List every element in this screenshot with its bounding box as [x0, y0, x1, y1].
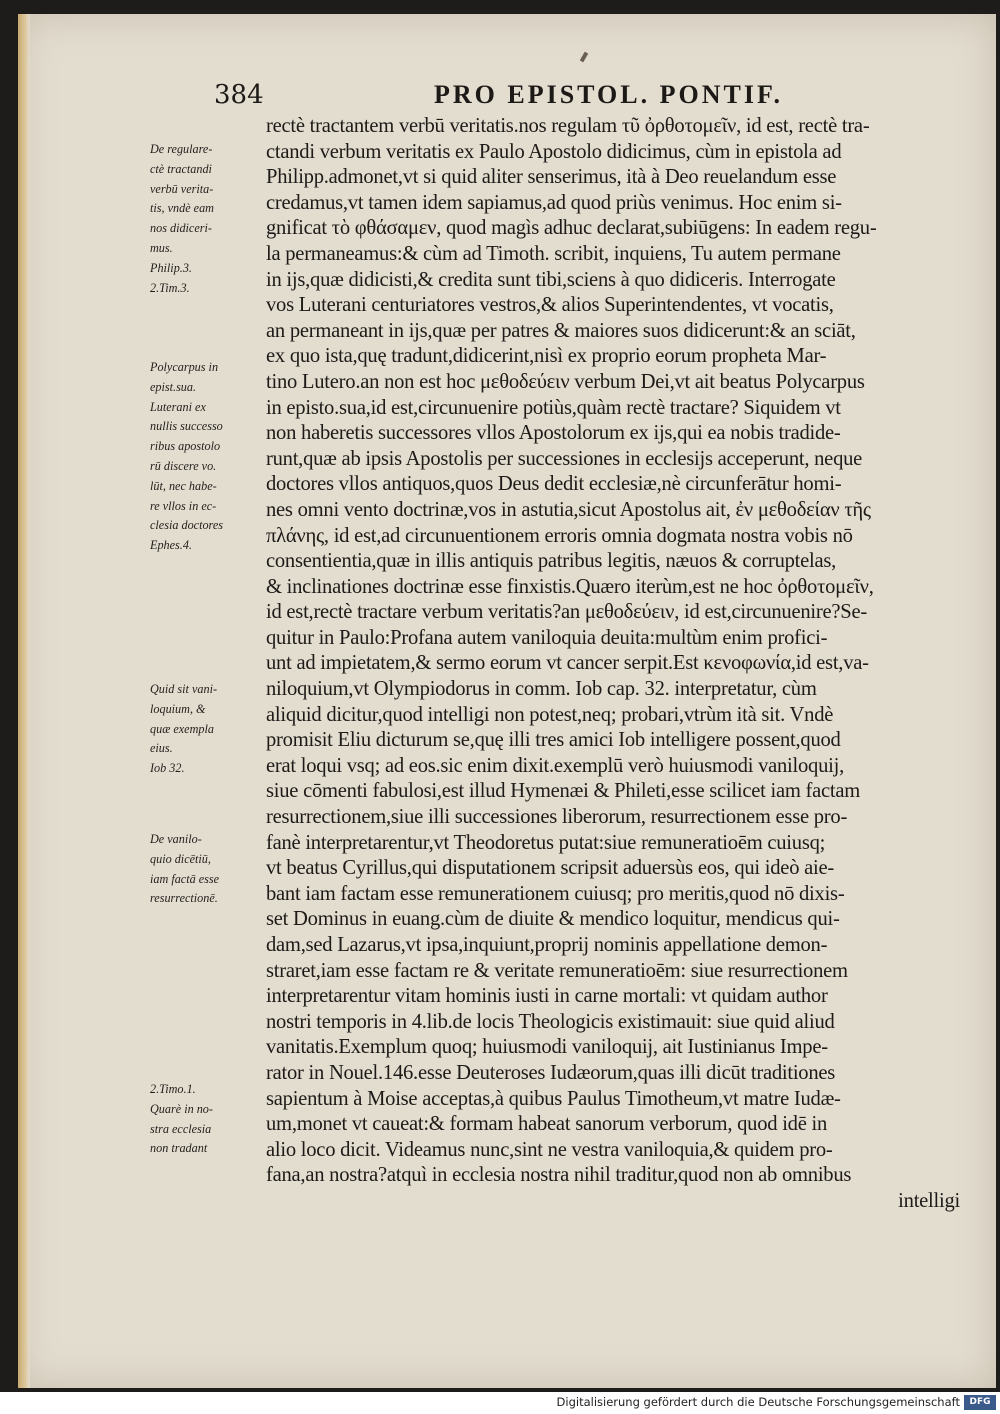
- text-line: erat loqui vsq; ad eos.sic enim dixit.exemplū verò huiusmodi vaniloquij,: [266, 754, 844, 777]
- text-line: alio loco dicit. Videamus nunc,sint ne vestra vaniloquia,& quidem pro-: [266, 1138, 833, 1161]
- text-line: runt,quæ ab ipsis Apostolis per successiones in ecclesijs acceperunt, neque: [266, 447, 863, 470]
- text-line: um,monet vt caueat:& formam habeat sanorum verborum, quod idē in: [266, 1113, 828, 1136]
- text-line: straret,iam esse factam re & veritate remuneratioēm: siue resurrectionem: [266, 959, 848, 982]
- text-line: in episto.sua,id est,circunuenire potiùs,quàm rectè tractare? Siquidem vt: [266, 396, 841, 419]
- page-edge: [18, 14, 30, 1388]
- text-line: niloquium,vt Olympiodorus in comm. Iob cap. 32. interpretatur, cùm: [266, 678, 817, 701]
- running-head: PRO EPISTOL. PONTIF.: [434, 80, 783, 109]
- text-line: doctores vllos antiquos,quos Deus dedit ecclesiæ,nè circunferātur homi-: [266, 473, 842, 496]
- text-line: fana,an nostra?atquì in ecclesia nostra nihil traditur,quod non ab omnibus: [266, 1164, 852, 1187]
- dfg-logo: DFG: [964, 1395, 996, 1410]
- text-line: siue cōmenti fabulosi,est illud Hymenæi & Phileti,esse scilicet iam factam: [266, 780, 861, 803]
- text-line: vos Luterani centuriatores vestros,& alios Superintendentes, vt vocatis,: [266, 294, 834, 317]
- text-line: consentientia,quæ in illis antiquis patribus legitis, næuos & corruptelas,: [266, 550, 837, 573]
- text-line: tino Lutero.an non est hoc μεθοδεύειν verbum Dei,vt ait beatus Polycarpus: [266, 370, 865, 393]
- margin-notes: [150, 140, 268, 1180]
- text-line: promisit Eliu dicturum se,quę illi tres amici Iob intelligere possent,quod: [266, 729, 841, 752]
- text-line: bant iam factam esse remunerationem cuiusq; pro meritis,quod nō dixis-: [266, 882, 845, 905]
- text-line: rectè tractantem verbū veritatis.nos regulam τῦ ὀρθοτομεῖν, id est, rectè tra-: [266, 115, 870, 137]
- text-line: Philipp.admonet,vt si quid aliter senserimus, ità à Deo reuelandum esse: [266, 166, 837, 189]
- margin-note: De regulare- ctè tractandi verbū verita- tis, vndè eam nos didiceri- mus. Philip.3. 2.Tim.3.: [150, 142, 214, 295]
- text-line: dam,sed Lazarus,vt ipsa,inquiunt,proprij nominis appellatione demon-: [266, 934, 828, 956]
- page-number: 384: [214, 80, 264, 110]
- text-line: resurrectionem,siue illi successiones liberorum, resurrectionem esse pro-: [266, 806, 848, 829]
- text-line: rator in Nouel.146.esse Deuteroses Iudæorum,quas illi dicūt traditiones: [266, 1061, 836, 1084]
- text-line: interpretarentur vitam hominis iusti in carne mortali: vt quidam author: [266, 985, 828, 1008]
- body-text: [266, 114, 996, 1215]
- page-header: [214, 80, 824, 116]
- catchword: intelligi: [898, 1189, 960, 1212]
- text-line: fanè interpretarentur,vt Theodoretus putat:siue remuneratioēm cuiusq;: [266, 831, 826, 854]
- text-line: an permaneant in ijs,quæ per patres & maiores suos didicerunt:& an sciāt,: [266, 319, 856, 342]
- funding-credit: Digitalisierung gefördert durch die Deutsche Forschungsgemeinschaft: [556, 1395, 960, 1409]
- margin-note: 2.Timo.1. Quarè in no- stra ecclesia non tradant: [150, 1082, 213, 1156]
- text-line: nostri temporis in 4.lib.de locis Theologicis existimauit: siue quid aliud: [266, 1010, 835, 1033]
- footer: [0, 1392, 1000, 1414]
- text-line: credamus,vt tamen idem sapiamus,ad quod priùs venimus. Hoc enim si-: [266, 191, 842, 214]
- text-line: ex quo ista,quę tradunt,didicerint,nisì ex proprio eorum propheta Mar-: [266, 345, 827, 368]
- text-line: la permaneamus:& cùm ad Timoth. scribit, inquiens, Tu autem permane: [266, 242, 841, 265]
- text-line: gnificat τὸ φθάσαμεν, quod magìs adhuc declarat,subiūgens: In eadem regu-: [266, 217, 877, 240]
- text-line: set Dominus in euang.cùm de diuite & mendico loquitur, mendicus qui-: [266, 908, 840, 931]
- text-line: non haberetis successores vllos Apostolorum ex ijs,qui ea nobis tradide-: [266, 422, 841, 445]
- margin-note: De vanilo- quio dicētiū, iam factā esse resurrectionē.: [150, 832, 220, 906]
- text-line: ctandi verbum veritatis ex Paulo Apostolo didicimus, cùm in epistola ad: [266, 140, 842, 163]
- text-line: in ijs,quæ didicisti,& credita sunt tibi,sciens à quo didiceris. Interrogate: [266, 268, 836, 291]
- margin-note: Quid sit vani- loquium, & quæ exempla eius. Iob 32.: [150, 682, 218, 776]
- text-line: vt beatus Cyrillus,qui disputationem scripsit aduersùs eos, qui ideò aie-: [266, 857, 835, 880]
- text-line: aliquid dicitur,quod intelligi non potest,neq; probari,vtrùm ità sit. Vndè: [266, 703, 834, 726]
- text-line: & inclinationes doctrinæ esse finxistis.Quæro iterùm,est ne hoc ὀρθοτομεῖν,: [266, 575, 874, 598]
- text-line: vanitatis.Exemplum quoq; huiusmodi vaniloquij, ait Iustinianus Impe-: [266, 1036, 828, 1059]
- text-line: sapientum à Moise acceptas,à quibus Paulus Timotheum,vt matre Iudæ-: [266, 1087, 841, 1110]
- text-line: nes omni vento doctrinæ,vos in astutia,sicut Apostolus ait, ἐν μεθοδείαν τῆς: [266, 498, 871, 521]
- margin-note: Polycarpus in epist.sua. Luterani ex nullis successo ribus apostolo rū discere vo. lūt, nec habe- re vllos in ec- clesia doctores Ephes.4.: [150, 360, 223, 553]
- text-line: πλάνης, id est,ad circunuentionem erroris omnia dogmata nostra vobis nō: [266, 524, 853, 547]
- text-line: quitur in Paulo:Profana autem vaniloquia deuita:multùm enim profici-: [266, 626, 828, 649]
- text-line: unt ad impietatem,& sermo eorum vt cancer serpit.Est κενοφωνία,id est,va-: [266, 652, 869, 675]
- text-line: id est,rectè tractare verbum veritatis?an μεθοδεύειν, id est,circunuenire?Se-: [266, 601, 867, 624]
